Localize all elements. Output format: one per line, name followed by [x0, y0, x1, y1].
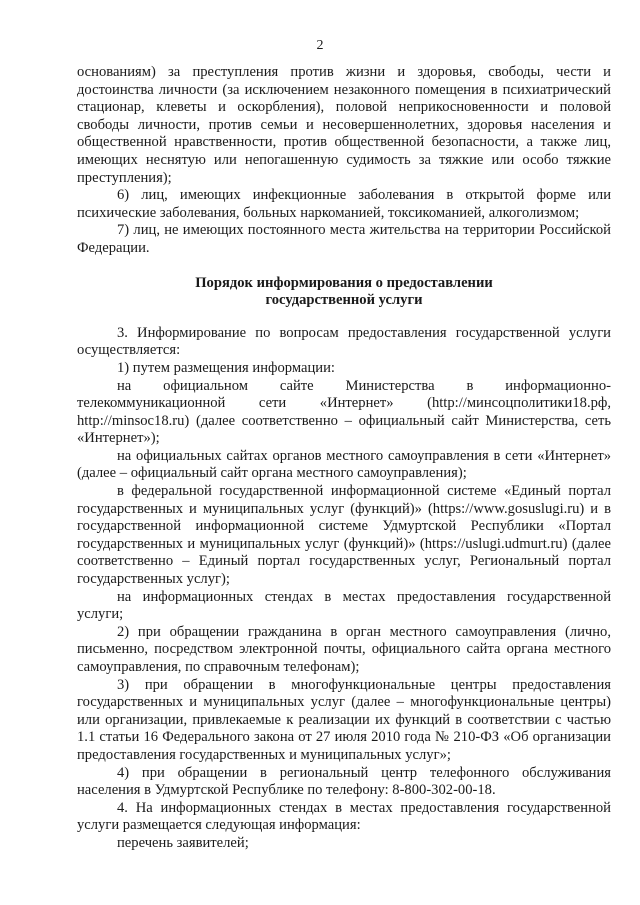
page-number: 2 — [316, 38, 324, 53]
paragraph-4: 4. На информационных стендах в местах предоставления государственной услуги размещается следующая информация: — [77, 799, 611, 834]
paragraph-item-7: 7) лиц, не имеющих постоянного места жительства на территории Российской Федерации. — [77, 222, 611, 256]
paragraph-3-item-3: 3) при обращении в многофункциональные центры предоставления государственных и муниципальных услуг (далее – многофункциональные центры) или организации, привлекаемые к реализации их функций в соответствии с частью 1.1 статьи 16 Федерального закона от 27 июля 2010 года № 210-ФЗ «Об организации предоставления государственных и муниципальных услуг»; — [77, 676, 611, 763]
paragraph-3-item-2: 2) при обращении гражданина в орган местного самоуправления (лично, письменно, посредством электронной почты, официального сайта органа местного самоуправления, по справочным телефонам); — [77, 623, 611, 675]
paragraph-official-site: на официальном сайте Министерства в информационно-телекоммуникационной сети «Интернет» (http://минсоцполитики18.рф, http://minsoc18.ru) (далее соответственно – официальный сайт Министерства, сеть «Интернет»); — [77, 377, 611, 447]
paragraph-3-item-1: 1) путем размещения информации: — [117, 359, 335, 376]
paragraph-applicants-list: перечень заявителей; — [117, 834, 249, 851]
paragraph-3: 3. Информирование по вопросам предоставления государственной услуги осуществляется: — [77, 324, 611, 359]
paragraph-stands: на информационных стендах в местах предоставления государственной услуги; — [77, 588, 611, 623]
paragraph-continuation: основаниям) за преступления против жизни и здоровья, свободы, чести и достоинства личности (за исключением незаконного помещения в психиатрический стационар, клеветы и оскорбления), половой неприкосновенности и половой свободы личности, против семьи и несовершеннолетних, здоровья населения и общественной нравственности, против общественной безопасности, а также лиц, имеющих неснятую или непогашенную судимость за тяжкие или особо тяжкие преступления); — [77, 64, 611, 186]
paragraph-portals: в федеральной государственной информационной системе «Единый портал государственных и муниципальных услуг (функций)» (https://www.gosuslugi.ru) и в государственной информационной системе Удмуртской Республики «Портал государственных и муниципальных услуг (функций)» (https://uslugi.udmurt.ru) (далее соответственно – Единый портал государственных услуг, Региональный портал государственных услуг); — [77, 483, 611, 588]
paragraph-local-sites: на официальных сайтах органов местного самоуправления в сети «Интернет» (далее – официальный сайт органа местного самоуправления); — [77, 447, 611, 482]
section-heading-line-2: государственной услуги — [265, 292, 423, 309]
document-body — [77, 64, 611, 853]
section-heading-line-1: Порядок информирования о предоставлении — [195, 274, 493, 291]
paragraph-3-item-4: 4) при обращении в региональный центр телефонного обслуживания населения в Удмуртской Республике по телефону: 8-800-302-00-18. — [77, 764, 611, 799]
paragraph-item-6: 6) лиц, имеющих инфекционные заболевания в открытой форме или психические заболевания, больных наркоманией, токсикоманией, алкоголизмом; — [77, 187, 611, 221]
